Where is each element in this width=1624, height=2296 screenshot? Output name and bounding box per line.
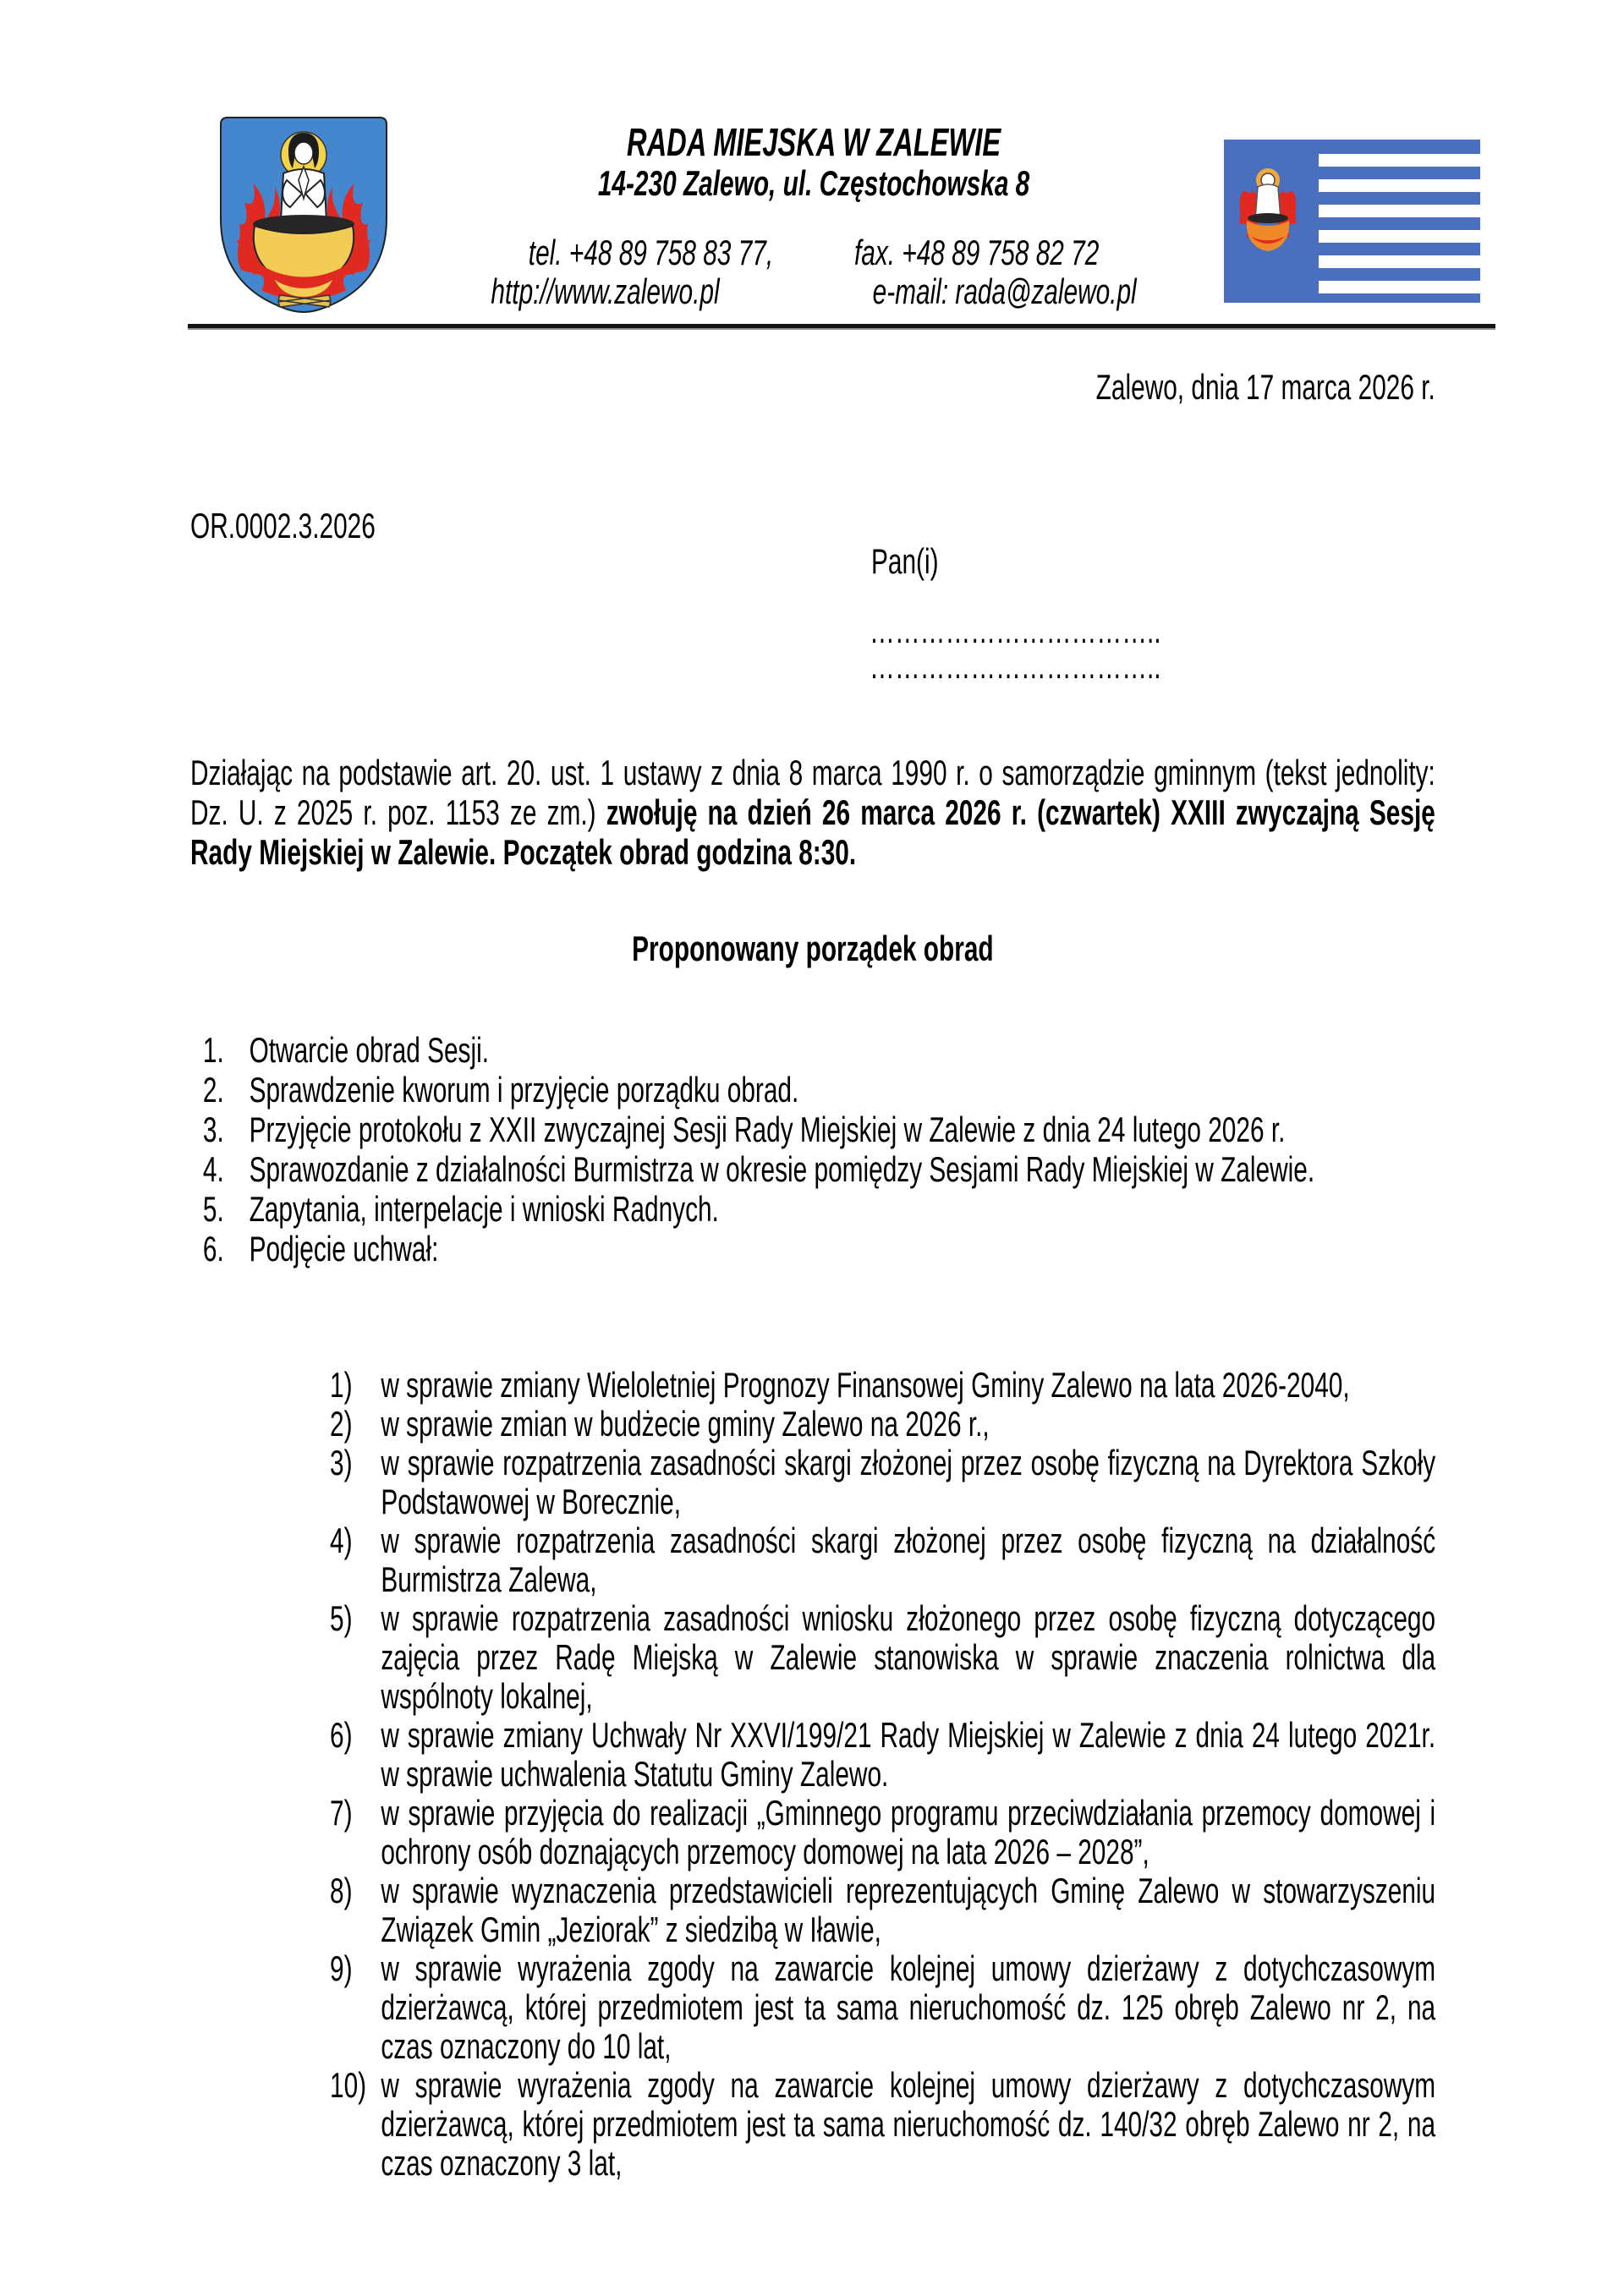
coat-of-arms [216,112,392,317]
date-line: Zalewo, dnia 17 marca 2026 r. [1095,367,1435,407]
intro-paragraph-wrap [190,753,1624,872]
agenda-item-text: Otwarcie obrad Sesji. [249,1030,489,1070]
resolution-item-number: 10) [330,2065,367,2105]
org-email: e-mail: rada@zalewo.pl [872,271,1137,311]
coat-of-arms-icon [216,112,392,317]
resolution-item-text: w sprawie rozpatrzenia zasadności skargi złożonej przez osobę fizyczną na działalność Burmistrza Zalewa, [381,1521,1436,1599]
agenda-item [190,1030,1435,1070]
contact-row-web [471,272,1156,311]
agenda-item [190,1070,1435,1110]
resolution-item-number: 1) [330,1365,353,1405]
agenda-item-number: 1. [202,1030,224,1070]
addressee-dotted-line-2: …………………………….. [870,646,1161,686]
municipal-flag [1224,140,1480,303]
resolution-item [330,1444,1435,1521]
agenda-title-wrap [190,929,1624,968]
letterhead [471,120,1156,311]
agenda-item-text: Zapytania, interpelacje i wnioski Radnych. [249,1189,719,1229]
agenda-item-number: 5. [202,1189,224,1229]
addressee-label: Pan(i) [871,541,939,581]
agenda-title: Proponowany porządek obrad [632,929,994,968]
reference-number: OR.0002.3.2026 [190,506,376,545]
agenda-item [190,1149,1435,1189]
resolution-item-text: w sprawie przyjęcia do realizacji „Gminnego programu przeciwdziałania przemocy domowej i ochrony osób doznających przemocy domowej na lata 2026 – 2028”, [381,1793,1436,1871]
resolution-item [330,1871,1435,1949]
resolution-item [330,1949,1435,2066]
resolution-item [330,1366,1435,1405]
municipal-flag-icon [1224,140,1480,303]
resolution-item-number: 6) [330,1715,353,1755]
resolution-item-number: 9) [330,1948,353,1988]
resolution-item [330,1599,1435,1716]
resolution-item-number: 5) [330,1598,353,1638]
resolution-item-text: w sprawie zmiany Uchwały Nr XXVI/199/21 Rady Miejskiej w Zalewie z dnia 24 lutego 2021r. w sprawie uchwalenia Statutu Gminy Zalewo. [381,1715,1436,1794]
resolution-item-text: w sprawie zmiany Wieloletniej Prognozy Finansowej Gminy Zalewo na lata 2026-2040, [381,1365,1350,1405]
resolution-item [330,1716,1435,1794]
resolution-item-text: w sprawie wyrażenia zgody na zawarcie kolejnej umowy dzierżawy z dotychczasowym dzierżawcą, której przedmiotem jest ta sama nieruchomość dz. 125 obręb Zalewo nr 2, na czas oznaczony do 10 lat, [381,1948,1436,2066]
agenda-list-wrap [190,1030,1624,1269]
org-phone: tel. +48 89 758 83 77, [528,233,774,272]
resolution-item [330,1794,1435,1871]
intro-text-normal: Działając na podstawie art. 20. ust. 1 ustawy z dnia 8 marca 1990 r. o samorządzie gminnym (tekst jednolity: Dz. U. z 2025 r. poz. 1153 ze zm.) [190,753,1435,832]
resolution-item-text: w sprawie rozpatrzenia zasadności skargi złożonej przez osobę fizyczną na Dyrektora Szkoły Podstawowej w Borecznie, [381,1443,1436,1521]
agenda-item [190,1110,1435,1149]
date-line-wrap [190,367,1435,407]
agenda-item-text: Sprawdzenie kworum i przyjęcie porządku obrad. [249,1070,799,1110]
intro-paragraph [190,753,1435,872]
face-icon [294,142,313,164]
resolution-item-number: 3) [330,1443,353,1482]
agenda-item-number: 2. [202,1070,224,1110]
agenda-list [190,1030,1435,1269]
agenda-item-text: Podjęcie uchwał: [249,1229,439,1269]
resolution-item-text: w sprawie wyrażenia zgody na zawarcie kolejnej umowy dzierżawy z dotychczasowym dzierżawcą, której przedmiotem jest ta sama nieruchomość dz. 140/32 obręb Zalewo nr 2, na czas oznaczony 3 lat, [381,2065,1436,2183]
org-address: 14-230 Zalewo, ul. Częstochowska 8 [597,163,1030,203]
org-fax: fax. +48 89 758 82 72 [853,233,1100,272]
agenda-item [190,1189,1435,1229]
agenda-item-number: 6. [202,1229,224,1269]
agenda-item-number: 4. [202,1149,224,1189]
org-website: http://www.zalewo.pl [491,271,720,311]
org-name: RADA MIEJSKA W ZALEWIE [627,120,1001,164]
resolution-item [330,1405,1435,1444]
resolution-item [330,1521,1435,1599]
resolutions-list [330,1366,1435,2183]
resolution-item-text: w sprawie rozpatrzenia zasadności wniosku złożonego przez osobę fizyczną dotyczącego zajęcia przez Radę Miejską w Zalewie stanowiska w sprawie znaczenia rolnictwa dla wspólnoty lokalnej, [381,1598,1436,1716]
intro-text-bold: zwołuję na dzień 26 marca 2026 r. (czwartek) XXIII zwyczajną Sesję Rady Miejskiej w Zalewie. Początek obrad godzina 8:30. [190,792,1435,872]
resolution-item-number: 2) [330,1404,353,1444]
resolution-item-number: 8) [330,1871,353,1910]
agenda-item-text: Sprawozdanie z działalności Burmistrza w okresie pomiędzy Sesjami Rady Miejskiej w Zalewie. [249,1149,1315,1189]
resolutions-list-wrap [330,1366,1624,2183]
agenda-item-number: 3. [202,1110,224,1149]
resolution-item-text: w sprawie wyznaczenia przedstawicieli reprezentujących Gminę Zalewo w stowarzyszeniu Związek Gmin „Jeziorak” z siedzibą w Iławie, [381,1871,1436,1949]
header-divider [188,324,1495,330]
agenda-item-text: Przyjęcie protokołu z XXII zwyczajnej Sesji Rady Miejskiej w Zalewie z dnia 24 lutego 2026 r. [249,1110,1286,1149]
contact-row-phone [471,233,1156,272]
resolution-item-number: 7) [330,1793,353,1833]
resolution-item-number: 4) [330,1521,353,1560]
agenda-item [190,1229,1435,1269]
addressee-dotted-line-1: …………………………….. [870,611,1161,650]
resolution-item-text: w sprawie zmian w budżecie gminy Zalewo na 2026 r., [381,1404,990,1444]
resolution-item [330,2066,1435,2183]
